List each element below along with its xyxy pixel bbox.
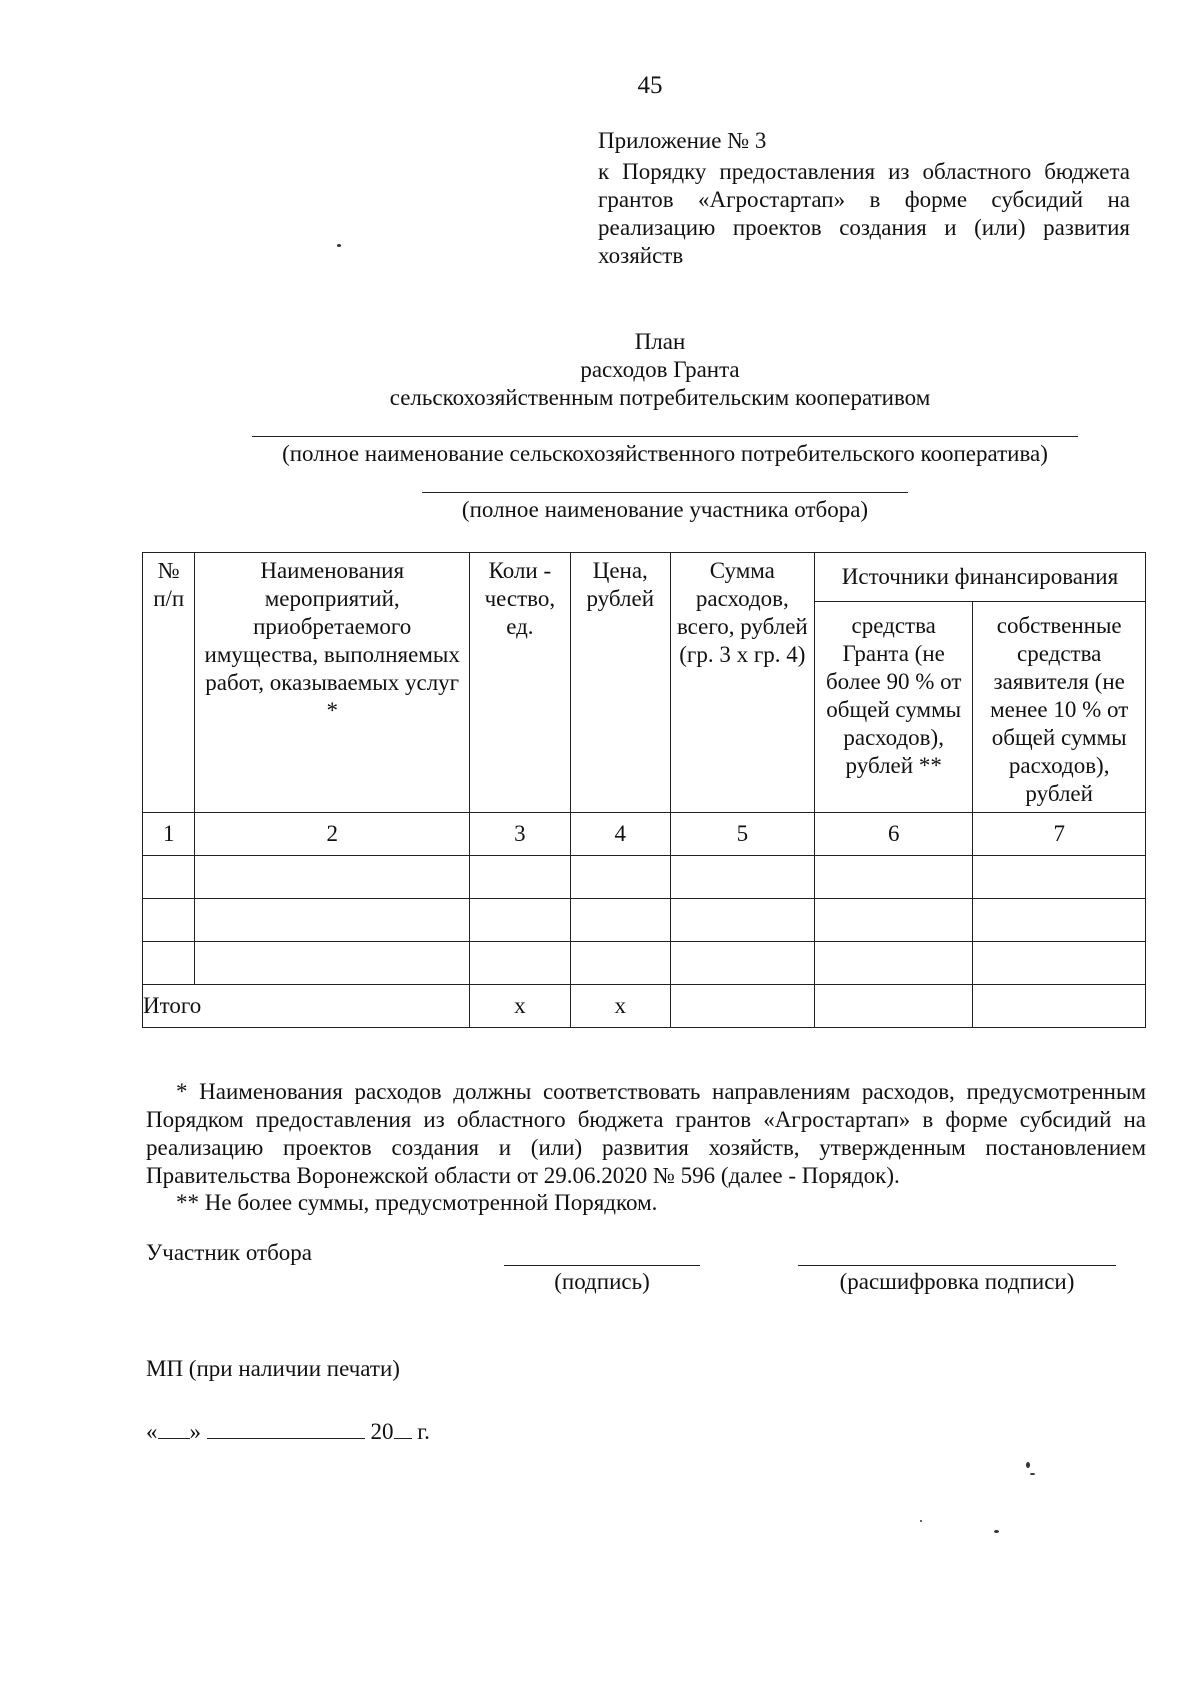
table-cell <box>973 899 1146 942</box>
date-quote-open: « <box>146 1419 158 1444</box>
column-number-row <box>143 813 1146 856</box>
column-number: 2 <box>195 813 469 856</box>
table-header-row <box>143 553 1146 602</box>
table-cell <box>814 856 972 899</box>
table-cell <box>469 856 570 899</box>
header-name: Наименования мероприятий, приобретаемого имущества, выполняемых работ, оказываемых услуг * <box>195 553 469 813</box>
participant-label: Участник отбора <box>146 1240 313 1265</box>
header-price: Цена, рублей <box>570 553 670 813</box>
scan-speck <box>994 1530 999 1533</box>
table-cell <box>143 899 195 942</box>
header-sum: Сумма расходов, всего, рублей (гр. 3 х гр. 4) <box>670 553 814 813</box>
column-number: 3 <box>469 813 570 856</box>
table-cell <box>143 942 195 985</box>
column-number: 4 <box>570 813 670 856</box>
header-sources: Источники финансирования <box>814 553 1145 602</box>
coop-name-caption: (полное наименование сельскохозяйственного потребительского кооператива) <box>282 441 1048 466</box>
total-sum <box>670 985 814 1028</box>
header-own: собственные средства заявителя (не менее 10 % от общей суммы расходов), рублей <box>973 602 1146 813</box>
signature-caption: (подпись) <box>554 1269 650 1294</box>
signature-decode-caption: (расшифровка подписи) <box>839 1269 1075 1294</box>
year-suffix: г. <box>411 1419 430 1444</box>
date-quote-close: » <box>189 1419 201 1444</box>
table-row <box>143 899 1146 942</box>
table-row <box>143 856 1146 899</box>
column-number: 6 <box>814 813 972 856</box>
column-number: 1 <box>143 813 195 856</box>
column-number: 7 <box>973 813 1146 856</box>
signature-line <box>504 1265 700 1266</box>
table-cell <box>670 856 814 899</box>
month-blank <box>207 1416 365 1439</box>
table-cell <box>570 942 670 985</box>
total-price: х <box>570 985 670 1028</box>
table-cell <box>195 899 469 942</box>
scan-speck <box>920 1520 922 1522</box>
stamp-label: МП (при наличии печати) <box>146 1356 400 1381</box>
page-number: 45 <box>637 72 663 99</box>
appendix-text: к Порядку предоставления из областного бюджета грантов «Агростартап» в форме субсидий на реализацию проектов создания и (или) развития хозяйств <box>598 159 1130 268</box>
scan-speck <box>1026 1462 1030 1468</box>
date-line <box>146 1416 430 1445</box>
total-label: Итого <box>143 985 470 1028</box>
footnote-expense-names: * Наименования расходов должны соответствовать направлениям расходов, предусмотренным Порядком предоставления из областного бюджета грантов «Агростартап» в форме субсидий на реализацию проектов создания и (или) развития хозяйств, утвержденным постановлением Правительства Воронежской области от 29.06.2020 № 596 (далее - Порядок). <box>146 1079 1146 1188</box>
table-cell <box>670 899 814 942</box>
table-cell <box>973 856 1146 899</box>
table-cell <box>973 942 1146 985</box>
table-cell <box>570 856 670 899</box>
table-row <box>143 942 1146 985</box>
participant-name-caption: (полное наименование участника отбора) <box>461 497 869 522</box>
table-cell <box>814 899 972 942</box>
table-cell <box>469 942 570 985</box>
signature-decode-line <box>798 1265 1116 1266</box>
table-cell <box>143 856 195 899</box>
plan-subtitle: расходов Гранта <box>580 357 740 382</box>
day-blank <box>158 1416 190 1439</box>
table-cell <box>814 942 972 985</box>
total-grant <box>814 985 972 1028</box>
header-num: № п/п <box>143 553 195 813</box>
appendix-title: Приложение № 3 <box>598 128 767 153</box>
coop-name-line <box>252 436 1078 437</box>
year-prefix: 20 <box>370 1419 394 1444</box>
scan-speck <box>1030 1473 1035 1475</box>
total-row <box>143 985 1146 1028</box>
total-own <box>973 985 1146 1028</box>
header-qty: Коли - чество, ед. <box>469 553 570 813</box>
total-qty: х <box>469 985 570 1028</box>
plan-subtitle-recipient: сельскохозяйственным потребительским кооперативом <box>389 385 931 410</box>
expense-plan-table <box>142 552 1146 1028</box>
scan-speck <box>337 244 341 247</box>
table-cell <box>469 899 570 942</box>
year-blank <box>394 1416 412 1439</box>
column-number: 5 <box>670 813 814 856</box>
participant-name-line <box>422 492 908 493</box>
table-cell <box>195 942 469 985</box>
header-grant: средства Гранта (не более 90 % от общей суммы расходов), рублей ** <box>814 602 972 813</box>
footnote-grant-limit: ** Не более суммы, предусмотренной Порядком. <box>176 1190 658 1215</box>
plan-title: План <box>634 329 686 354</box>
table-cell <box>670 942 814 985</box>
table-cell <box>570 899 670 942</box>
table-cell <box>195 856 469 899</box>
